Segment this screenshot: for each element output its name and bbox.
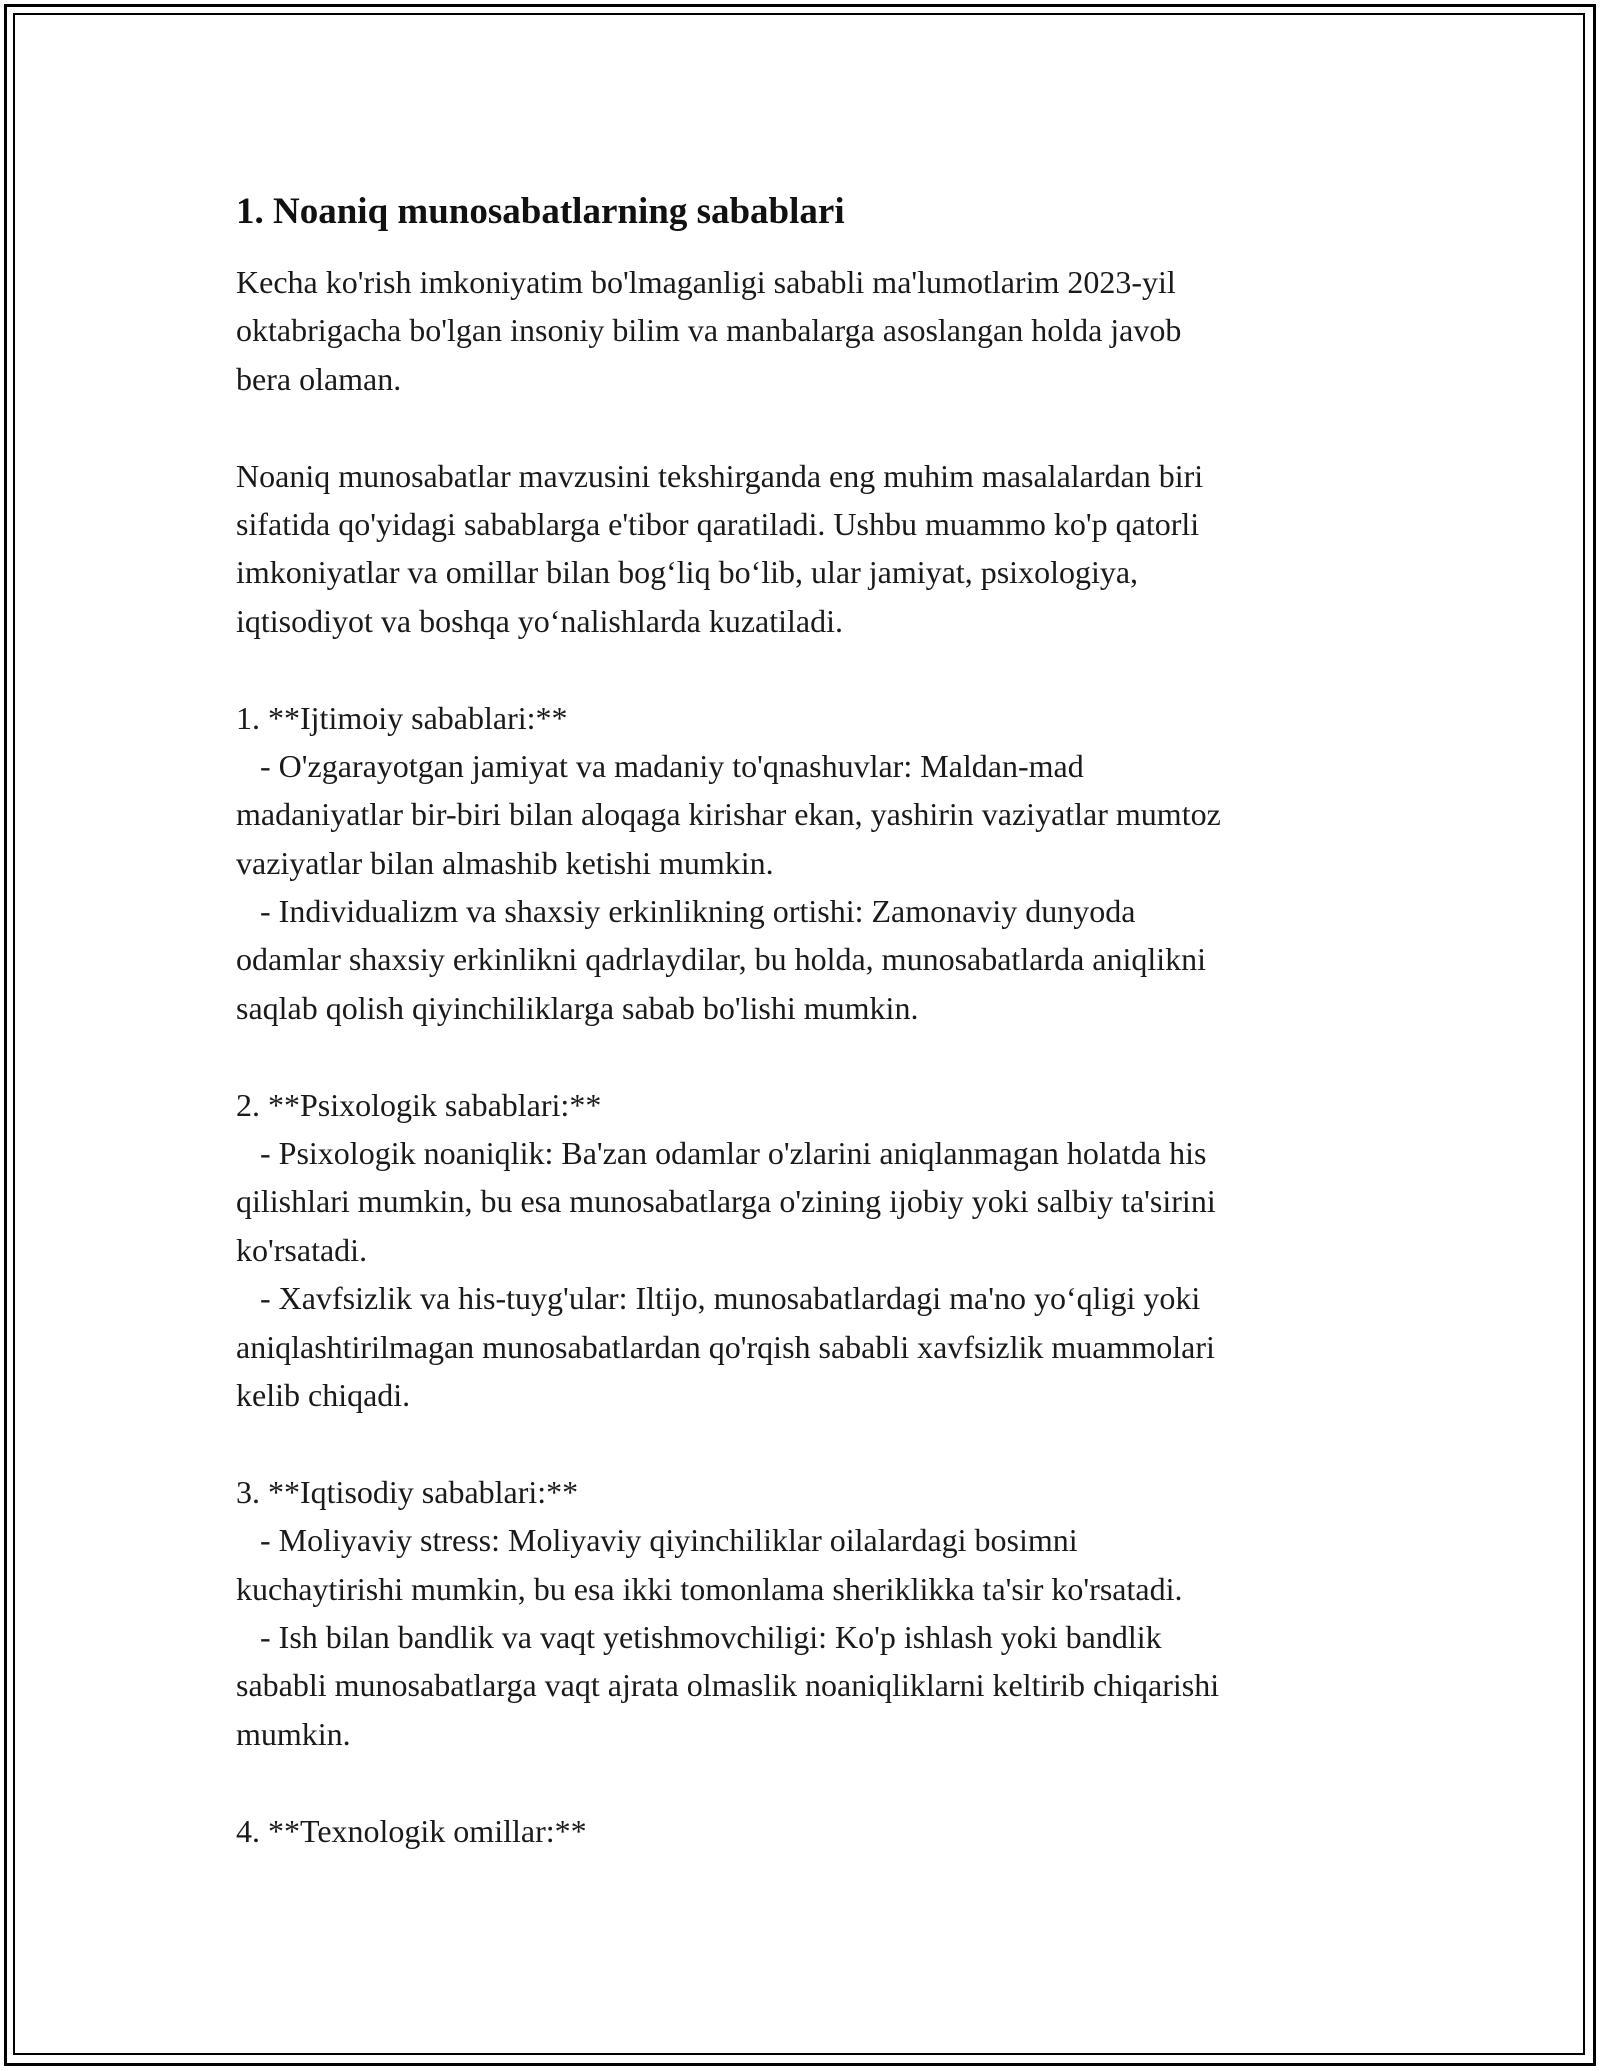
document-content: [236, 188, 1386, 1855]
text-line: - Xavfsizlik va his-tuyg'ular: Iltijo, munosabatlardagi ma'no yo‘qligi yoki: [236, 1280, 1201, 1317]
document-body: [236, 258, 1386, 1855]
text-line: saqlab qolish qiyinchiliklarga sabab bo'lishi mumkin.: [236, 989, 919, 1026]
blank-line: [236, 1032, 1386, 1080]
text-line: iqtisodiyot va boshqa yo‘nalishlarda kuzatiladi.: [236, 602, 843, 639]
text-line: 2. **Psixologik sabablari:**: [236, 1086, 602, 1123]
text-line: madaniyatlar bir-biri bilan aloqaga kirishar ekan, yashirin vaziyatlar mumtoz: [236, 796, 1221, 833]
text-line: - Moliyaviy stress: Moliyaviy qiyinchiliklar oilalardagi bosimni: [236, 1522, 1078, 1559]
text-line: sababli munosabatlarga vaqt ajrata olmaslik noaniqliklarni keltirib chiqarishi: [236, 1667, 1220, 1704]
text-line: - O'zgarayotgan jamiyat va madaniy to'qnashuvlar: Maldan-mad: [236, 747, 1084, 784]
text-line: bera olaman.: [236, 360, 402, 397]
text-line: kuchaytirishi mumkin, bu esa ikki tomonlama sheriklikka ta'sir ko'rsatadi.: [236, 1570, 1183, 1607]
text-line: ko'rsatadi.: [236, 1231, 368, 1268]
text-line: mumkin.: [236, 1715, 351, 1752]
text-line: 4. **Texnologik omillar:**: [236, 1812, 587, 1849]
text-line: Kecha ko'rish imkoniyatim bo'lmaganligi sababli ma'lumotlarim 2023-yil: [236, 264, 1176, 300]
blank-line: [236, 1419, 1386, 1467]
text-line: qilishlari mumkin, bu esa munosabatlarga o'zining ijobiy yoki salbiy ta'sirini: [236, 1183, 1216, 1220]
text-line: Noaniq munosabatlar mavzusini tekshirganda eng muhim masalalardan biri: [236, 457, 1204, 494]
text-line: 3. **Iqtisodiy sabablari:**: [236, 1473, 579, 1510]
blank-line: [236, 403, 1386, 451]
text-line: oktabrigacha bo'lgan insoniy bilim va manbalarga asoslangan holda javob: [236, 312, 1182, 349]
text-line: aniqlashtirilmagan munosabatlardan qo'rqish sababli xavfsizlik muammolari: [236, 1328, 1215, 1365]
text-line: odamlar shaxsiy erkinlikni qadrlaydilar, bu holda, munosabatlarda aniqlikni: [236, 941, 1207, 978]
text-line: kelib chiqadi.: [236, 1376, 411, 1413]
text-line: - Individualizm va shaxsiy erkinlikning ortishi: Zamonaviy dunyoda: [236, 893, 1136, 930]
text-line: sifatida qo'yidagi sabablarga e'tibor qaratiladi. Ushbu muammo ko'p qatorli: [236, 505, 1200, 542]
blank-line: [236, 645, 1386, 693]
section-heading: 1. Noaniq munosabatlarning sabablari: [236, 191, 845, 232]
blank-line: [236, 1758, 1386, 1806]
text-line: - Ish bilan bandlik va vaqt yetishmovchiligi: Ko'p ishlash yoki bandlik: [236, 1618, 1162, 1655]
text-line: 1. **Ijtimoiy sabablari:**: [236, 699, 568, 736]
text-line: - Psixologik noaniqlik: Ba'zan odamlar o'zlarini aniqlanmagan holatda his: [236, 1135, 1207, 1172]
text-line: imkoniyatlar va omillar bilan bog‘liq bo‘lib, ular jamiyat, psixologiya,: [236, 554, 1139, 591]
text-line: vaziyatlar bilan almashib ketishi mumkin.: [236, 844, 774, 881]
